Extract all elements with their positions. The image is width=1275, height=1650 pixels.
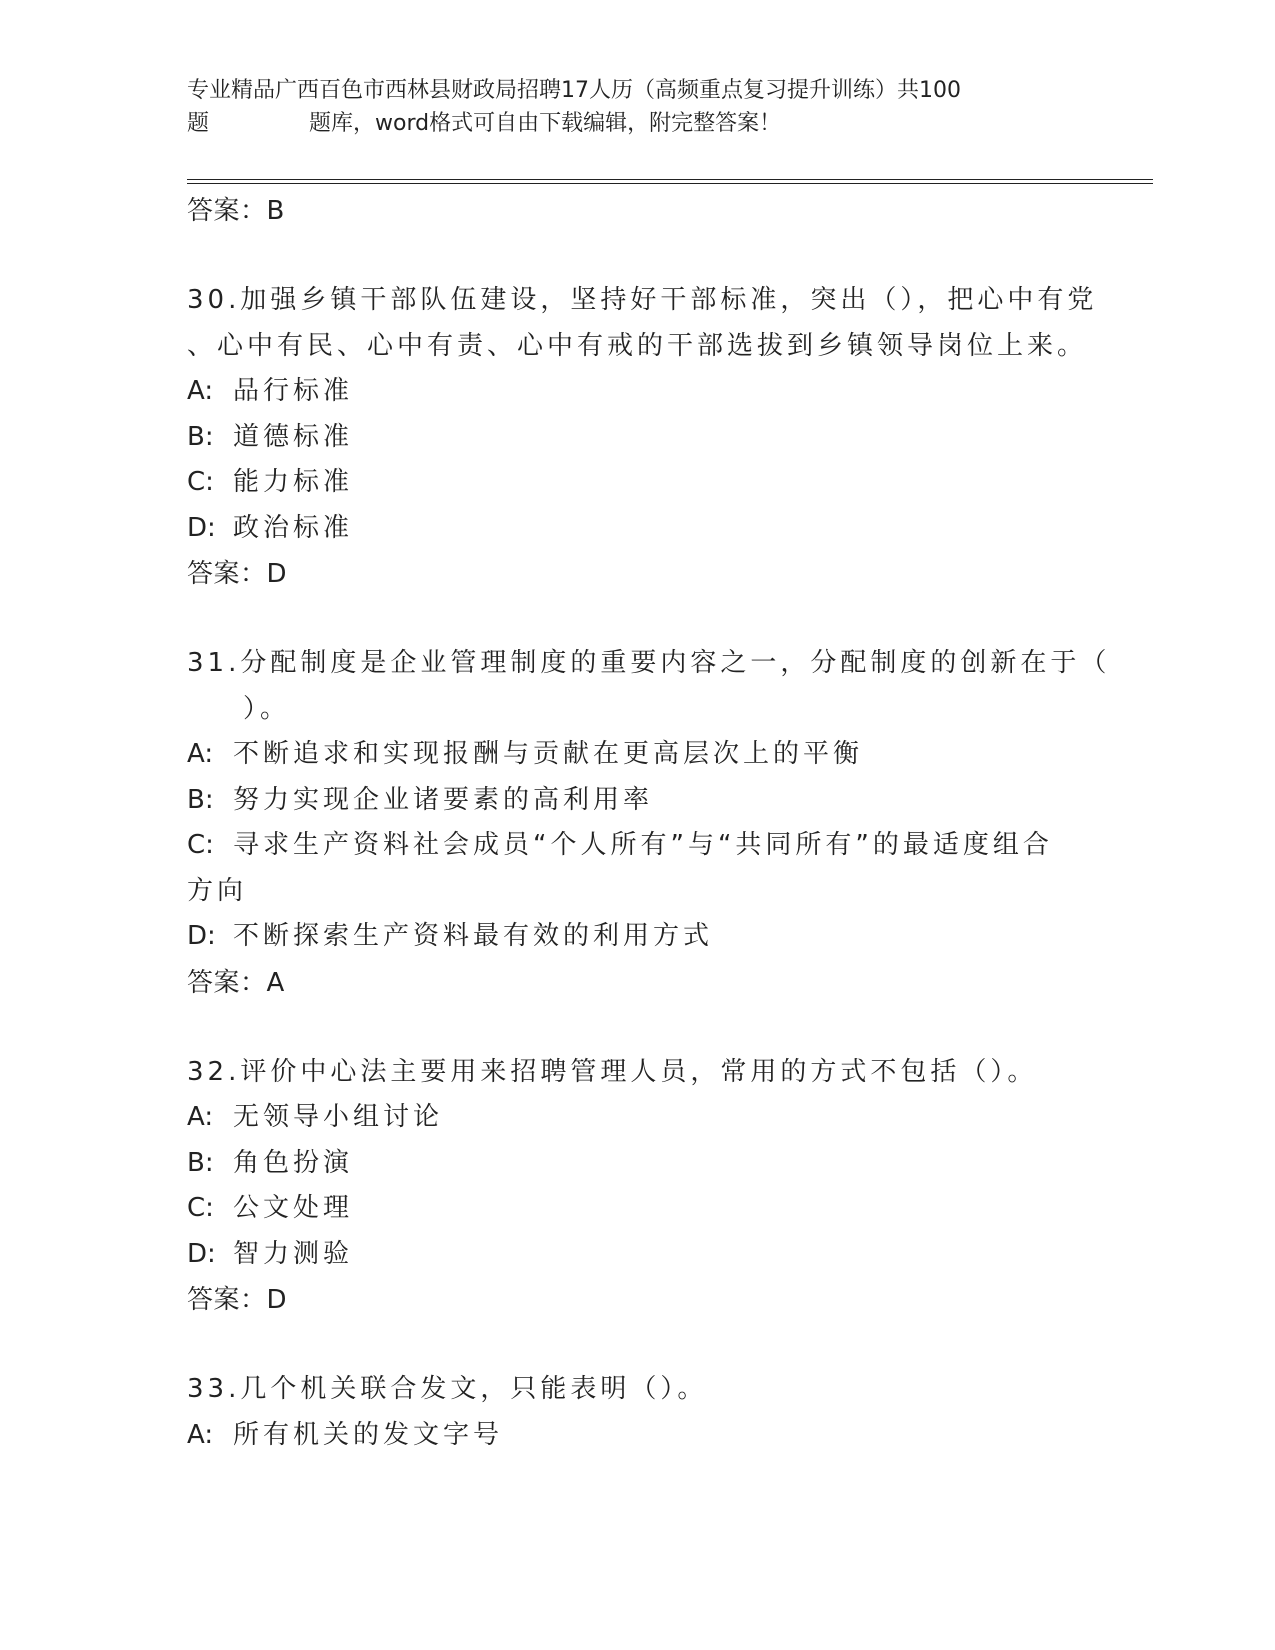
option-b: [187, 778, 1087, 824]
option-text: 寻求生产资料社会成员“个人所有”与“共同所有”的最适度组合: [233, 830, 1053, 860]
option-d: [187, 914, 1087, 960]
option-letter: B:: [187, 1147, 214, 1178]
header-subtitle-line: [187, 107, 1087, 140]
question-stem: 、心中有民、心中有责、心中有戒的干部选拔到乡镇领导岗位上来。: [187, 330, 1088, 361]
header-rule-thin: [187, 183, 1153, 184]
option-text: 能力标准: [233, 467, 354, 497]
option-text: 努力实现企业诸要素的高利用率: [233, 784, 654, 815]
option-letter: B:: [187, 784, 214, 815]
option-a: [187, 732, 1087, 778]
option-a: [187, 1095, 1087, 1141]
header-subtitle-start: 题: [187, 111, 210, 136]
option-letter: C:: [187, 1193, 214, 1223]
option-a: [187, 1413, 1087, 1459]
option-text: 所有机关的发文字号: [233, 1419, 504, 1450]
header-subtitle-text: 题库，word格式可自由下载编辑，附完整答案！: [309, 111, 782, 136]
option-letter: A:: [187, 1419, 214, 1450]
answer-line: 答案：A: [187, 967, 285, 998]
option-letter: B:: [187, 421, 214, 452]
option-text: 智力测验: [233, 1238, 354, 1269]
option-b: [187, 415, 1087, 461]
option-letter: A:: [187, 739, 214, 769]
header-title-line: 专业精品广西百色市西林县财政局招聘17人历（高频重点复习提升训练）共100: [187, 78, 961, 103]
header-rule-thick: [187, 179, 1153, 180]
option-c: [187, 460, 1087, 506]
option-letter: A:: [187, 376, 214, 406]
question-stem: 31.分配制度是企业管理制度的重要内容之一，分配制度的创新在于（: [187, 648, 1111, 678]
question-32: [187, 1050, 1087, 1324]
option-text: 政治标准: [233, 512, 354, 543]
option-letter: D:: [187, 921, 216, 951]
option-text: 不断探索生产资料最有效的利用方式: [233, 921, 714, 951]
option-c-continued: 方向: [187, 875, 248, 906]
question-stem: 33.几个机关联合发文，只能表明（）。: [187, 1374, 708, 1404]
option-text: 公文处理: [233, 1193, 354, 1223]
question-stem: 32.评价中心法主要用来招聘管理人员，常用的方式不包括（）。: [187, 1056, 1038, 1087]
question-stem: 30.加强乡镇干部队伍建设，坚持好干部标准，突出（），把心中有党: [187, 285, 1098, 315]
option-letter: C:: [187, 830, 214, 860]
option-c: [187, 1186, 1087, 1232]
option-d: [187, 506, 1087, 552]
option-a: [187, 369, 1087, 415]
question-stem: ）。: [243, 693, 291, 724]
option-text: 品行标准: [233, 376, 354, 406]
option-letter: D:: [187, 512, 216, 543]
question-content: [187, 188, 1111, 1458]
option-text: 不断追求和实现报酬与贡献在更高层次上的平衡: [233, 739, 864, 769]
option-letter: A:: [187, 1102, 214, 1132]
option-letter: D:: [187, 1238, 216, 1269]
answer-line: 答案：D: [187, 559, 288, 589]
option-text: 无领导小组讨论: [233, 1102, 444, 1132]
page-header: [187, 74, 1087, 140]
option-c: [187, 823, 1087, 869]
option-text: 角色扮演: [233, 1147, 354, 1178]
question-30: [187, 278, 1098, 597]
answer-line: 答案：B: [187, 196, 285, 226]
option-text: 道德标准: [233, 421, 354, 452]
option-letter: C:: [187, 467, 214, 497]
answer-line: 答案：D: [187, 1285, 288, 1315]
option-b: [187, 1141, 1087, 1187]
question-31: [187, 641, 1111, 1006]
option-d: [187, 1232, 1087, 1278]
question-33: [187, 1367, 1087, 1458]
